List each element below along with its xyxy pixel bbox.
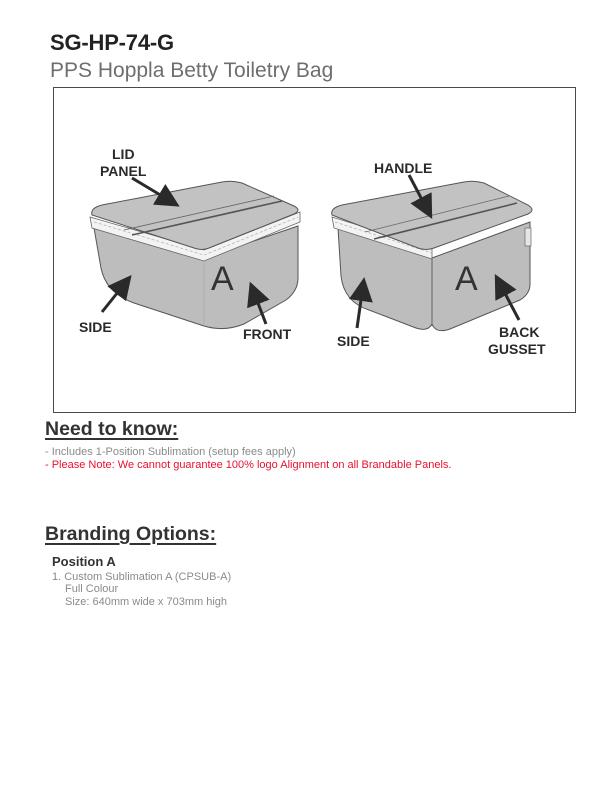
branding-options-heading: Branding Options:	[45, 523, 217, 545]
position-a-marker-right: A	[455, 260, 478, 298]
label-side-right: SIDE	[337, 333, 370, 349]
need-to-know-heading: Need to know:	[45, 418, 179, 440]
position-a-title: Position A	[52, 554, 116, 569]
label-front: FRONT	[243, 326, 292, 342]
label-back-gusset-line2: GUSSET	[488, 341, 546, 357]
bag-right-view	[332, 160, 546, 357]
note-alignment-warning: - Please Note: We cannot guarantee 100% logo Alignment on all Brandable Panels.	[45, 459, 452, 471]
label-back-line1: BACK	[499, 324, 540, 340]
product-name: PPS Hoppla Betty Toiletry Bag	[50, 59, 334, 82]
label-side-left: SIDE	[79, 319, 112, 335]
label-handle: HANDLE	[374, 160, 433, 176]
label-lid-line1: LID	[112, 146, 135, 162]
branding-option-colour: Full Colour	[65, 583, 119, 595]
bag-diagram	[54, 88, 575, 412]
position-a-marker-left: A	[211, 260, 234, 298]
branding-option-name: 1. Custom Sublimation A (CPSUB-A)	[52, 571, 232, 583]
branding-option-size: Size: 640mm wide x 703mm high	[65, 596, 228, 608]
product-diagram-frame	[53, 87, 576, 413]
bag-left-view	[79, 146, 300, 342]
label-lid-panel-line2: PANEL	[100, 163, 147, 179]
product-code: SG-HP-74-G	[50, 30, 174, 55]
note-sublimation: - Includes 1-Position Sublimation (setup fees apply)	[45, 446, 296, 458]
